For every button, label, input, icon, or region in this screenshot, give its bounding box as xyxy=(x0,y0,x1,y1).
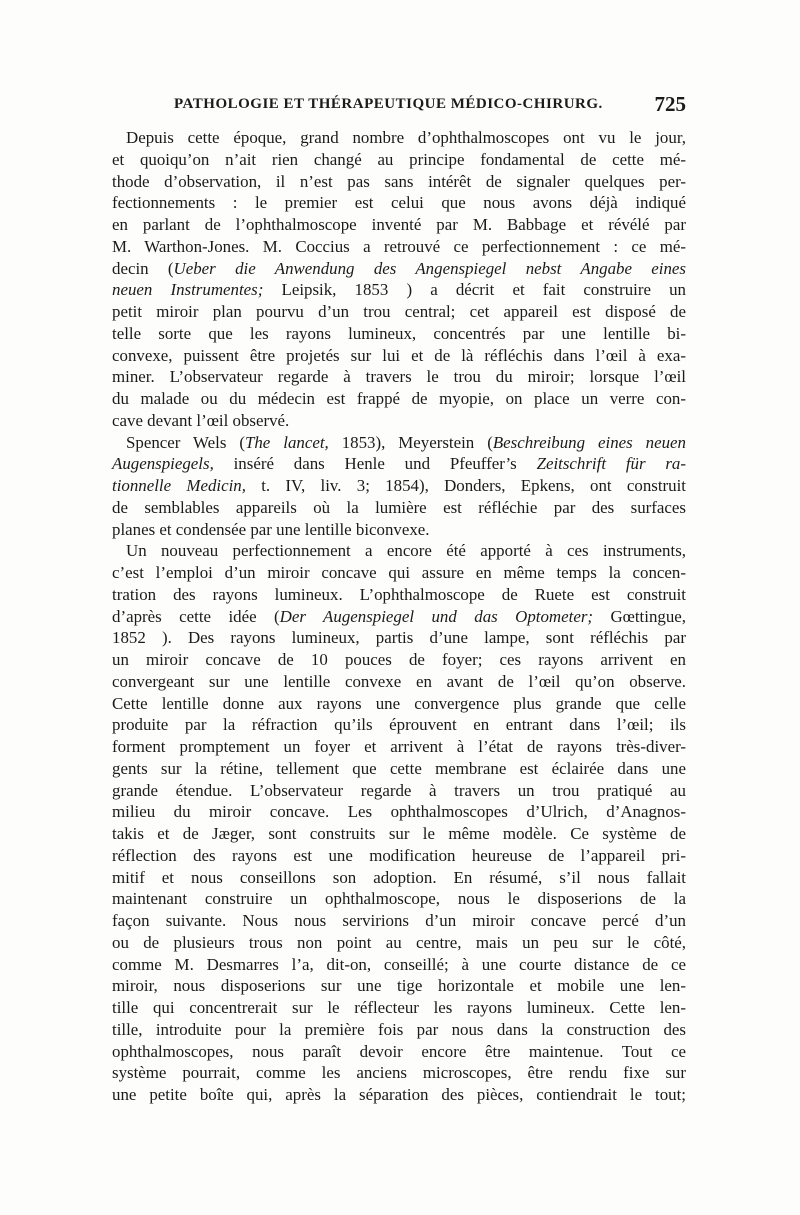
text-line xyxy=(112,714,686,736)
text-line xyxy=(112,258,686,280)
text-line xyxy=(112,954,686,976)
text-line xyxy=(112,432,686,454)
text-line xyxy=(112,497,686,519)
text-segment: tille, introduite pour la première fois par nous dans la construction des xyxy=(112,1019,686,1039)
text-segment: 1853), Meyerstein ( xyxy=(328,432,493,452)
text-line xyxy=(112,410,686,432)
text-line xyxy=(112,1019,686,1041)
text-segment: forment promptement un foyer et arrivent à l’état de rayons très-diver- xyxy=(112,737,686,756)
text-line xyxy=(112,671,686,693)
text-segment: gents sur la rétine, tellement que cette membrane est éclairée dans une xyxy=(112,758,686,778)
text-segment: produite par la réfraction qu’ils éprouvent en entrant dans l’œil; ils xyxy=(112,715,686,735)
text-line xyxy=(112,1062,686,1084)
text-segment: miner. L’observateur regarde à travers le trou du miroir; lorsque l’œil xyxy=(112,367,686,387)
text-line xyxy=(112,236,686,258)
text-line xyxy=(112,345,686,367)
text-segment: grande étendue. L’observateur regarde à travers un trou pratiqué au xyxy=(112,780,686,800)
text-segment: un miroir concave de 10 pouces de foyer; ces rayons arrivent en xyxy=(112,650,686,669)
text-line xyxy=(112,801,686,823)
text-line xyxy=(112,845,686,867)
text-segment: mitif et nous conseillons son adoption. En résumé, s’il nous fallait xyxy=(112,867,686,887)
text-line xyxy=(112,192,686,214)
italic-text: The lancet, xyxy=(244,432,329,452)
italic-text: tionnelle Medicin, xyxy=(112,476,246,495)
text-segment: convergeant sur une lentille convexe en avant de l’œil qu’on observe. xyxy=(112,671,686,691)
text-segment: t. IV, liv. 3; 1854), Donders, Epkens, ont construit xyxy=(245,476,686,495)
text-segment: inséré dans Henle und Pfeuffer’s xyxy=(213,454,537,474)
text-segment: tille qui concentrerait sur le réflecteur les rayons lumineux. Cette len- xyxy=(112,998,686,1017)
text-segment: convexe, puissent être projetés sur lui et de là réfléchis dans l’œil à exa- xyxy=(112,345,686,365)
italic-text: neuen Instrumentes; xyxy=(112,280,264,300)
page-header xyxy=(110,92,686,122)
text-line xyxy=(112,584,686,606)
text-line xyxy=(112,975,686,997)
text-segment: Cette lentille donne aux rayons une convergence plus grande que celle xyxy=(112,693,686,713)
running-title: PATHOLOGIE ET THÉRAPEUTIQUE MÉDICO-CHIRURG. xyxy=(174,96,603,112)
text-segment: Un nouveau perfectionnement a encore été apporté à ces instruments, xyxy=(126,541,686,561)
text-line xyxy=(112,888,686,910)
text-segment: une petite boîte qui, après la séparation des pièces, contiendrait le tout; xyxy=(112,1085,686,1104)
text-segment: Spencer Wels ( xyxy=(126,432,245,452)
text-line xyxy=(112,171,686,193)
text-segment: de semblables appareils où la lumière est réfléchie par des surfaces xyxy=(112,497,686,517)
text-line xyxy=(112,323,686,345)
text-segment: en parlant de l’ophthalmoscope inventé par M. Babbage et révélé par xyxy=(112,215,686,234)
text-segment: Gœttingue, xyxy=(593,606,686,626)
text-line xyxy=(112,758,686,780)
text-segment: ophthalmoscopes, nous paraît devoir encore être maintenue. Tout ce xyxy=(112,1041,686,1061)
italic-text: Der Augenspiegel und das Optometer; xyxy=(279,606,594,626)
text-segment: ou de plusieurs trous non point au centre, mais un peu sur le côté, xyxy=(112,932,686,952)
text-segment: du malade ou du médecin est frappé de myopie, on place un verre con- xyxy=(112,389,686,408)
text-segment: et quoiqu’on n’ait rien changé au principe fondamental de cette mé- xyxy=(112,149,686,169)
text-segment: cave devant l’œil observé. xyxy=(112,410,290,430)
text-segment: maintenant construire un ophthalmoscope, nous le disposerions de la xyxy=(112,889,686,909)
text-line xyxy=(112,519,686,541)
text-line xyxy=(112,540,686,562)
text-segment: petit miroir plan pourvu d’un trou central; cet appareil est disposé de xyxy=(112,302,686,321)
italic-text: Augenspiegels, xyxy=(112,454,214,474)
body-text xyxy=(112,127,686,1106)
text-line xyxy=(112,1084,686,1106)
text-segment: d’après cette idée ( xyxy=(112,606,280,626)
text-segment: milieu du miroir concave. Les ophthalmoscopes d’Ulrich, d’Anagnos- xyxy=(112,802,686,822)
text-line xyxy=(112,606,686,628)
text-line xyxy=(112,1041,686,1063)
text-segment: comme M. Desmarres l’a, dit-on, conseillé; à une courte distance de ce xyxy=(112,954,686,974)
text-segment: fectionnements : le premier est celui que nous avons déjà indiqué xyxy=(112,193,686,213)
text-line xyxy=(112,997,686,1019)
text-line xyxy=(112,823,686,845)
text-line xyxy=(112,475,686,497)
text-line xyxy=(112,214,686,236)
text-line xyxy=(112,910,686,932)
text-line xyxy=(112,149,686,171)
text-line xyxy=(112,127,686,149)
text-line xyxy=(112,867,686,889)
text-segment: c’est l’emploi d’un miroir concave qui assure en même temps la concen- xyxy=(112,563,686,582)
text-line xyxy=(112,649,686,671)
text-segment: telle sorte que les rayons lumineux, concentrés par une lentille bi- xyxy=(112,323,686,343)
page-number: 725 xyxy=(654,92,686,116)
text-segment: Depuis cette époque, grand nombre d’ophthalmoscopes ont vu le jour, xyxy=(126,128,686,147)
text-segment: thode d’observation, il n’est pas sans intérêt de signaler quelques per- xyxy=(112,171,686,191)
text-segment: M. Warthon-Jones. M. Coccius a retrouvé ce perfectionnement : ce mé- xyxy=(112,236,686,256)
text-line xyxy=(112,627,686,649)
text-segment: takis et de Jæger, sont construits sur le même modèle. Ce système de xyxy=(112,824,686,843)
text-segment: système pourrait, comme les anciens microscopes, être rendu fixe sur xyxy=(112,1063,686,1083)
text-line xyxy=(112,932,686,954)
italic-text: Ueber die Anwendung des Angenspiegel nebst Angabe eines xyxy=(173,258,687,278)
text-line xyxy=(112,388,686,410)
italic-text: Zeitschrift für ra- xyxy=(536,454,686,474)
text-line xyxy=(112,736,686,758)
text-segment: réflection des rayons est une modification heureuse de l’appareil pri- xyxy=(112,845,686,865)
text-line xyxy=(112,301,686,323)
text-segment: tration des rayons lumineux. L’ophthalmoscope de Ruete est construit xyxy=(112,584,686,604)
text-segment: planes et condensée par une lentille biconvexe. xyxy=(112,519,430,539)
text-segment: 1852 ). Des rayons lumineux, partis d’une lampe, sont réfléchis par xyxy=(112,628,686,648)
italic-text: Beschreibung eines neuen xyxy=(492,432,686,452)
text-segment: Leipsik, 1853 ) a décrit et fait construire un xyxy=(263,280,686,300)
text-segment: façon suivante. Nous nous servirions d’un miroir concave percé d’un xyxy=(112,911,686,930)
text-line xyxy=(112,780,686,802)
text-segment: miroir, nous disposerions sur une tige horizontale et mobile une len- xyxy=(112,976,686,996)
text-line xyxy=(112,562,686,584)
text-line xyxy=(112,693,686,715)
text-line xyxy=(112,279,686,301)
text-line xyxy=(112,366,686,388)
text-segment: decin ( xyxy=(112,258,174,278)
text-line xyxy=(112,453,686,475)
